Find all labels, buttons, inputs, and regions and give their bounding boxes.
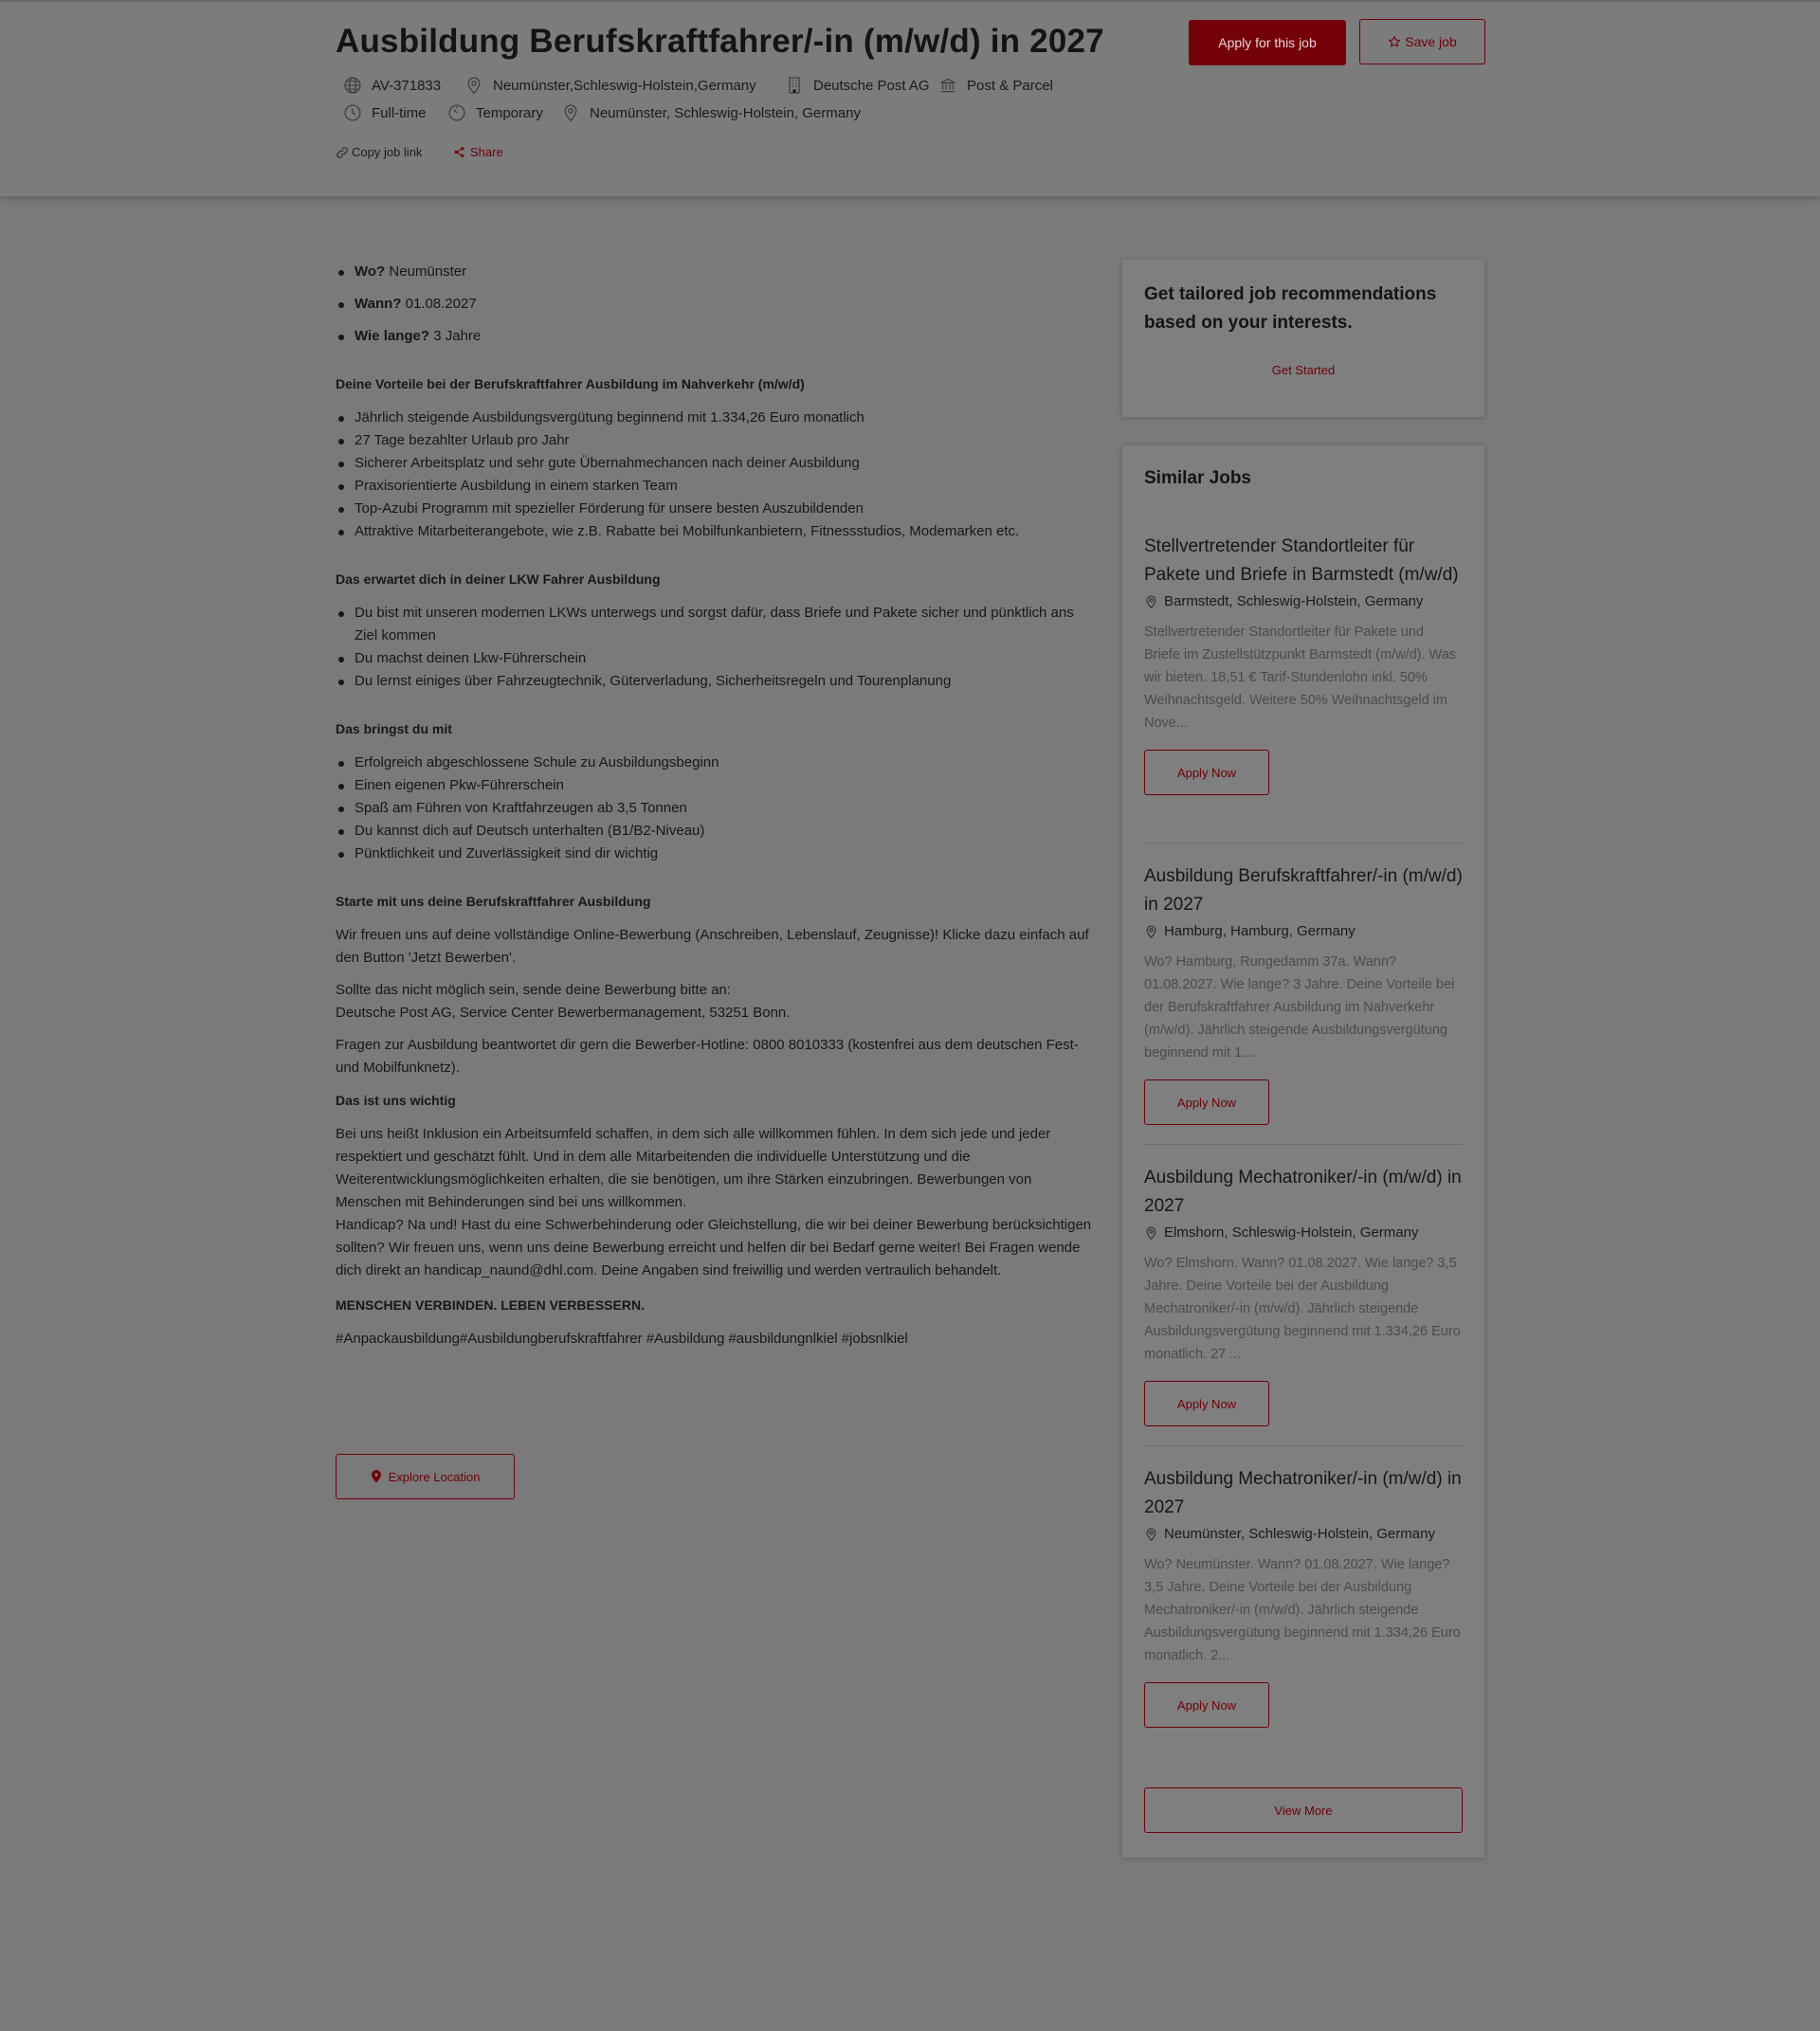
benefits-heading: Deine Vorteile bei der Berufskraftfahrer Ausbildung im Nahverkehr (m/w/d) [336,376,805,391]
start-paragraph-3: Fragen zur Ausbildung beantwortet dir gern die Bewerber-Hotline: 0800 8010333 (kostenfrei aus dem deutschen Fest- und Mobilfunknetz). [336,1037,1079,1076]
meta-category [938,76,1053,95]
similar-jobs-title: Similar Jobs [1144,468,1251,488]
get-started-link[interactable]: Get Started [1271,363,1336,377]
similar-job-title[interactable]: Ausbildung Mechatroniker/-in (m/w/d) in 2027 [1144,1168,1462,1216]
start-paragraph-2: Sollte das nicht möglich sein, sende deine Bewerbung bitte an: Deutsche Post AG, Service Center Bewerbermanagement, 53251 Bonn. [336,982,791,1021]
explore-label: Explore Location [388,1469,481,1484]
category-text: Post & Parcel [967,77,1053,94]
start-heading: Starte mit uns deine Berufskraftfahrer Ausbildung [336,894,651,909]
list-item: 27 Tage bezahlter Urlaub pro Jahr [336,429,1094,452]
job-description [336,261,1094,1360]
view-more-button[interactable]: View More [1144,1787,1463,1833]
list-item: Du kannst dich auf Deutsch unterhalten (B1/B2-Niveau) [336,820,1094,843]
divider [1144,1144,1463,1145]
list-item: Attraktive Mitarbeiterangebote, wie z.B. Rabatte bei Mobilfunkanbietern, Fitnessstudios, Modemarken etc. [336,520,1094,543]
similar-job-title[interactable]: Ausbildung Berufskraftfahrer/-in (m/w/d) in 2027 [1144,866,1463,915]
important-paragraph-2: Handicap? Na und! Hast du eine Schwerbehinderung oder Gleichstellung, die wir bei deiner Bewerbung berücksichtigen sollten? Wir freuen uns, wenn uns deine Bewerbung erreicht und helfen dir bei Bedarf gerne weiter! Bei Fragen wende dich direkt an handicap_naund@dhl.com. Deine Angaben sind freiwillig und werden vertraulich behandelt. [336,1217,1092,1278]
explore-location-button[interactable] [336,1454,515,1499]
start-paragraph-1: Wir freuen uns auf deine vollständige Online-Bewerbung (Anschreiben, Lebenslauf, Zeugnisse)! Klicke dazu einfach auf den Button 'Jetzt Bewerben'. [336,927,1089,966]
similar-job-description: Wo? Elmshorn. Wann? 01.08.2027. Wie lange? 3,5 Jahre. Deine Vorteile bei der Ausbildung Mechatroniker/-in (m/w/d). Jährlich steigende Ausbildungsvergütung beginnend mit 1.334,26 Euro monatlich. 27 ... [1144,1256,1461,1362]
list-item: Praxisorientierte Ausbildung in einem starken Team [336,475,1094,498]
benefits-list [336,407,1094,543]
expect-heading: Das erwartet dich in deiner LKW Fahrer Ausbildung [336,571,661,587]
similar-job-location: Neumünster, Schleswig-Holstein, Germany [1144,1523,1463,1546]
list-item: Du bist mit unseren modernen LKWs unterwegs und sorgst dafür, dass Briefe und Pakete sicher und pünktlich ans Ziel kommen [336,602,1094,647]
location-pin-icon [464,76,483,95]
similar-job-item [1144,1164,1463,1426]
link-icon [336,146,349,159]
meta-contract [447,103,543,122]
schedule-text: Full-time [372,104,427,121]
recommendations-card [1122,260,1484,417]
bank-icon [938,76,957,95]
similar-job-description: Stellvertretender Standortleiter für Pakete und Briefe im Zustellstützpunkt Barmstedt (m/w/d). Was wir bieten. 18,51 € Tarif-Stundenlohn inkl. 50% Weihnachtsgeld. Weitere 50% Weihnachtsgeld im Nove... [1144,625,1457,731]
contract-text: Temporary [476,104,543,121]
list-item: Top-Azubi Programm mit spezieller Förderung für unsere besten Auszubildenden [336,498,1094,520]
meta-schedule [343,103,427,122]
expect-list [336,602,1094,693]
similar-job-location: Hamburg, Hamburg, Germany [1144,920,1463,943]
bring-list [336,752,1094,865]
location-short-text: Neumünster,Schleswig-Holstein,Germany [493,77,756,94]
list-item: Spaß am Führen von Kraftfahrzeugen ab 3,5 Tonnen [336,797,1094,820]
list-item: Wo? Neumünster [336,261,1094,283]
list-item: Du lernst einiges über Fahrzeugtechnik, Güterverladung, Sicherheitsregeln und Tourenplanung [336,670,1094,693]
meta-company [785,76,930,95]
location-pin-icon [1144,1527,1158,1542]
location-pin-icon [1144,924,1158,939]
timer-icon [447,103,466,122]
meta-location-short [464,76,756,95]
company-text: Deutsche Post AG [813,77,930,94]
similar-job-location: Barmstedt, Schleswig-Holstein, Germany [1144,590,1463,613]
list-item: Erfolgreich abgeschlossene Schule zu Ausbildungsbeginn [336,752,1094,774]
list-item: Pünktlichkeit und Zuverlässigkeit sind dir wichtig [336,843,1094,865]
share-link[interactable] [453,145,503,159]
building-icon [785,76,804,95]
bring-heading: Das bringst du mit [336,721,452,736]
slogan: MENSCHEN VERBINDEN. LEBEN VERBESSERN. [336,1297,645,1313]
hashtags: #Anpackausbildung#Ausbildungberufskraftfahrer #Ausbildung #ausbildungnlkiel #jobsnlkiel [336,1331,908,1347]
copy-link-label: Copy job link [352,145,423,159]
list-item: Einen eigenen Pkw-Führerschein [336,774,1094,797]
job-header [0,2,1820,196]
similar-job-item [1144,1465,1463,1728]
apply-now-button[interactable]: Apply Now [1144,1682,1269,1728]
list-item: Du machst deinen Lkw-Führerschein [336,647,1094,670]
similar-job-item [1144,862,1463,1125]
list-item: Jährlich steigende Ausbildungsvergütung beginnend mit 1.334,26 Euro monatlich [336,407,1094,429]
save-label: Save job [1405,34,1457,49]
location-pin-icon [1144,594,1158,609]
similar-job-item [1144,533,1463,795]
list-item: Sicherer Arbeitsplatz und sehr gute Übernahmechancen nach deiner Ausbildung [336,452,1094,475]
meta-job-id [343,76,441,95]
globe-icon [343,76,362,95]
apply-label: Apply for this job [1218,35,1317,50]
apply-now-button[interactable]: Apply Now [1144,750,1269,795]
job-id-text: AV-371833 [372,77,442,94]
share-label: Share [470,145,503,159]
similar-job-location: Elmshorn, Schleswig-Holstein, Germany [1144,1222,1463,1244]
location-pin-icon [1144,1225,1158,1241]
similar-jobs-card [1122,445,1484,1858]
location-pin-icon [561,103,580,122]
location-full-text: Neumünster, Schleswig-Holstein, Germany [590,104,861,121]
page-title: Ausbildung Berufskraftfahrer/-in (m/w/d) in 2027 [336,23,1104,60]
similar-job-description: Wo? Hamburg, Rungedamm 37a. Wann? 01.08.2027. Wie lange? 3 Jahre. Deine Vorteile bei der Berufskraftfahrer Ausbildung im Nahverkehr (m/w/d). Jährlich steigende Ausbildungsvergütung beginnend mit 1.... [1144,954,1455,1061]
important-paragraph-1: Bei uns heißt Inklusion ein Arbeitsumfeld schaffen, in dem sich alle willkommen fühlen. In dem sich jede und jeder respektiert und geschätzt fühlt. Und in dem alle Mitarbeitenden die individuelle Unterstützung und die Weiterentwicklungsmöglichkeiten erhalten, die sie benötigen, um ihre Stärken einzubringen. Bewerbungen von Menschen mit Behinderungen sind bei uns willkommen. [336,1126,1051,1210]
recommendations-title: Get tailored job recommendations based on your interests. [1144,284,1437,333]
clock-icon [343,103,362,122]
apply-now-button[interactable]: Apply Now [1144,1381,1269,1426]
list-item: Wie lange? 3 Jahre [336,325,1094,348]
important-heading: Das ist uns wichtig [336,1093,456,1108]
save-job-button[interactable] [1359,19,1485,64]
divider [1144,1445,1463,1446]
similar-job-title[interactable]: Ausbildung Mechatroniker/-in (m/w/d) in 2027 [1144,1469,1462,1517]
copy-job-link[interactable] [336,145,422,159]
similar-job-title[interactable]: Stellvertretender Standortleiter für Pakete und Briefe in Barmstedt (m/w/d) [1144,536,1459,585]
quick-facts-list [336,261,1094,348]
star-icon [1388,35,1401,48]
map-pin-icon [371,1470,382,1483]
meta-location-full [561,103,861,122]
apply-for-job-button[interactable] [1189,20,1346,65]
list-item: Wann? 01.08.2027 [336,293,1094,316]
apply-now-button[interactable]: Apply Now [1144,1079,1269,1125]
share-icon [453,146,465,158]
similar-job-description: Wo? Neumünster. Wann? 01.08.2027. Wie lange? 3,5 Jahre. Deine Vorteile bei der Ausbildung Mechatroniker/-in (m/w/d). Jährlich steigende Ausbildungsvergütung beginnend mit 1.334,26 Euro monatlich. 2... [1144,1557,1461,1663]
